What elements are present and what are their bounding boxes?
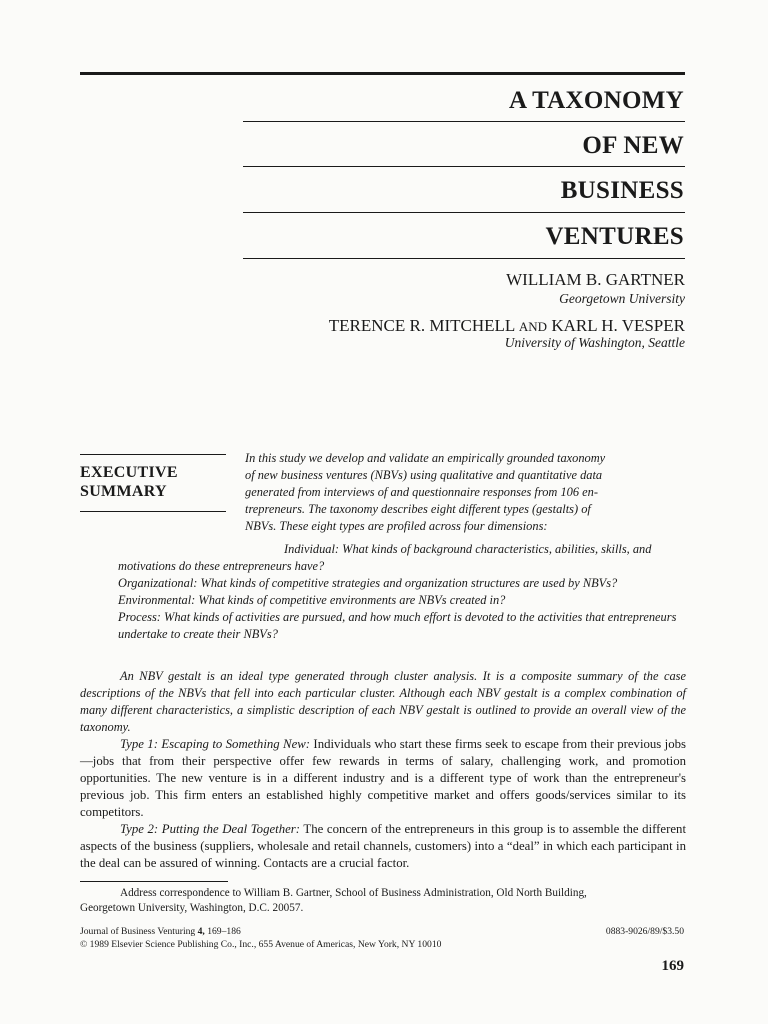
- title-rule-4: [243, 258, 685, 259]
- journal-citation: [80, 925, 241, 938]
- gestalt-text: An NBV gestalt is an ideal type generated through cluster analysis. It is a composite summary of the case descriptions of the NBVs that fell into each particular cluster. Although each NBV gestalt is a complex combination of many different characteristics, a simplistic description of each NBV gestalt is outlined to provide an overall view of the taxonomy.: [80, 669, 686, 734]
- dimension-individual: Individual: What kinds of background characteristics, abilities, skills, and motivations do these entrepreneurs have?: [118, 542, 652, 573]
- summary-intro: [245, 450, 685, 535]
- executive-summary-heading: [80, 463, 178, 501]
- footnote-rule: [80, 881, 228, 882]
- type1-label: Type 1: Escaping to Something New:: [120, 737, 311, 751]
- summary-intro-line: generated from interviews of and questionnaire responses from 106 en-: [245, 485, 598, 499]
- exec-rule-top: [80, 454, 226, 455]
- type2-paragraph: [80, 821, 686, 872]
- exec-heading-line1: EXECUTIVE: [80, 464, 178, 481]
- title-line-4: VENTURES: [545, 223, 684, 250]
- exec-rule-bottom: [80, 511, 226, 512]
- type1-paragraph: [80, 736, 686, 821]
- exec-heading-line2: SUMMARY: [80, 483, 167, 500]
- citation-volume: 4,: [197, 926, 205, 937]
- title-line-2: OF NEW: [582, 132, 684, 159]
- dimension-environmental: Environmental: What kinds of competitive environments are NBVs created in?: [118, 593, 506, 607]
- author-mitchell-vesper: [329, 316, 685, 337]
- citation-prefix: Journal of Business Venturing: [80, 926, 198, 937]
- title-line-1: A TAXONOMY: [509, 87, 684, 114]
- affiliation-washington: University of Washington, Seattle: [504, 335, 685, 350]
- type1-text: Individuals who start these firms seek to escape from their previous jobs—jobs that from their perspective offer few rewards in terms of salary, challenging work, and promotion opportunities. The new venture is in a different industry and is a different type of work than the entrepreneur's previous job. This firm enters an established highly competitive market and offers goods/services similar to its competitors.: [80, 737, 686, 819]
- dimension-organizational: Organizational: What kinds of competitive strategies and organization structures are used by NBVs?: [118, 576, 618, 590]
- author-mitchell: TERENCE R. MITCHELL: [328, 316, 515, 335]
- journal-issn: 0883-9026/89/$3.50: [605, 926, 684, 937]
- summary-intro-line: of new business ventures (NBVs) using qualitative and quantitative data: [245, 468, 603, 482]
- citation-pages: 169–186: [204, 926, 241, 937]
- affiliation-georgetown: Georgetown University: [559, 291, 685, 306]
- page-number: 169: [661, 958, 684, 974]
- footnote-address: [80, 886, 686, 916]
- type-paragraphs: [80, 736, 686, 872]
- summary-intro-line: NBVs. These eight types are profiled across four dimensions:: [245, 519, 548, 533]
- title-rule-3: [243, 212, 685, 213]
- author-gartner: WILLIAM B. GARTNER: [506, 270, 685, 289]
- title-line-3: BUSINESS: [560, 177, 684, 204]
- author-and: AND: [518, 319, 548, 334]
- gestalt-paragraph: [80, 668, 686, 736]
- summary-intro-line: trepreneurs. The taxonomy describes eight different types (gestalts) of: [245, 502, 591, 516]
- footnote-line2: Georgetown University, Washington, D.C. 20057.: [80, 902, 304, 914]
- top-rule: [80, 72, 685, 75]
- journal-copyright: © 1989 Elsevier Science Publishing Co., Inc., 655 Avenue of Americas, New York, NY 10010: [80, 939, 442, 950]
- summary-intro-line: In this study we develop and validate an empirically grounded taxonomy: [245, 451, 606, 465]
- dimensions-list: [118, 541, 686, 643]
- type2-text: The concern of the entrepreneurs in this group is to assemble the different aspects of the business (suppliers, wholesale and retail channels, customers) into a “deal” in which each participant in the deal can be assured of winning. Contacts are a crucial factor.: [80, 822, 687, 870]
- title-rule-2: [243, 166, 685, 167]
- author-vesper: KARL H. VESPER: [551, 316, 685, 335]
- dimension-process: Process: What kinds of activities are pursued, and how much effort is devoted to the activities that entrepreneurs undertake to create their NBVs?: [118, 610, 677, 641]
- type2-label: Type 2: Putting the Deal Together:: [120, 822, 301, 836]
- footnote-line1: Address correspondence to William B. Gartner, School of Business Administration, Old North Building,: [120, 887, 587, 899]
- title-rule-1: [243, 121, 685, 122]
